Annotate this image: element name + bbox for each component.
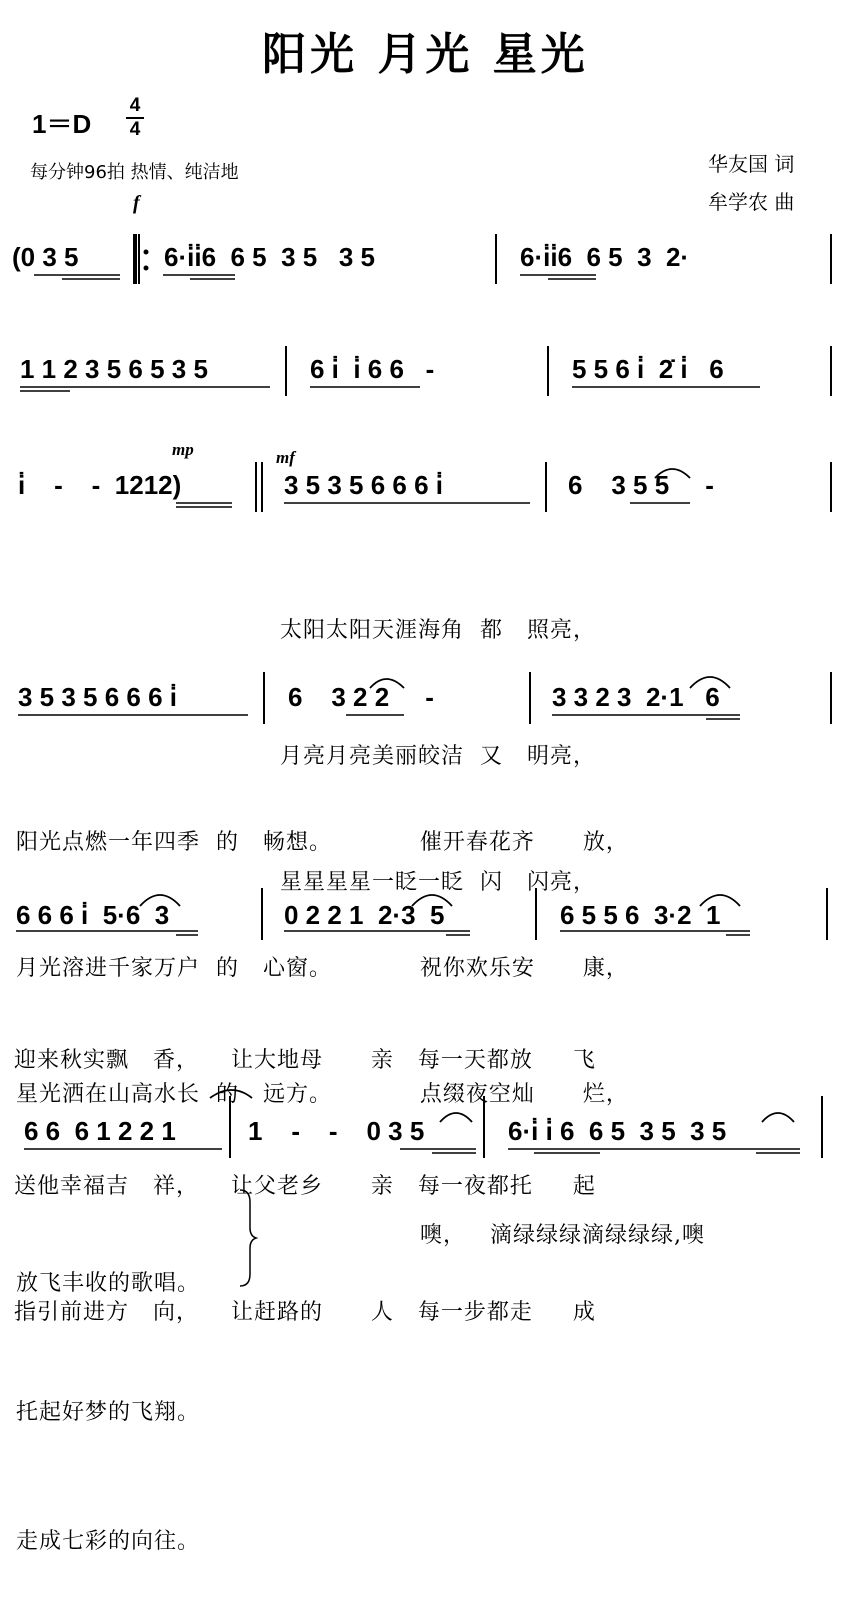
time-sig-top: 4 bbox=[129, 95, 141, 116]
time-signature bbox=[124, 95, 146, 141]
measure-15: 6 6 6 1 2 2 1 bbox=[24, 1116, 176, 1146]
measure-16: 1 - - 0 3 5 bbox=[248, 1116, 425, 1146]
lyric-verse-3: 星星星星一眨一眨 闪 闪亮， bbox=[280, 870, 596, 895]
row-1-barlines bbox=[0, 228, 851, 288]
measure-8: 6 3 5 5 - bbox=[568, 470, 714, 500]
measure-4: 6 i̇ i̇ 6 6 - bbox=[310, 354, 435, 384]
lyric-verse-3: 星光洒在山高水长 的 远方。 点缀夜空灿 烂， bbox=[16, 1082, 629, 1107]
measure-6: i̇ - - 1212) bbox=[18, 470, 182, 500]
lyric-verse-1: 迎来秋实飘 香， 让大地母 亲 每一天都放 飞 bbox=[14, 1048, 596, 1073]
score-row-2 bbox=[0, 342, 851, 402]
key-signature: 1＝D bbox=[32, 109, 92, 139]
dynamic-forte: f bbox=[133, 192, 140, 214]
verse-bracket bbox=[236, 1188, 260, 1288]
lyric-verse-1: 阳光点燃一年四季 的 畅想。 催开春花齐 放， bbox=[16, 830, 629, 855]
composer-credit: 牟学农 曲 bbox=[708, 190, 795, 214]
lyricist-credit: 华友国 词 bbox=[708, 152, 795, 176]
lyric-verse-1: 放飞丰收的歌唱。 bbox=[16, 1271, 201, 1296]
measure-1: 6·i̇i̇6 6 5 3 5 3 5 bbox=[164, 242, 376, 272]
measure-intro: (0 3 5 bbox=[12, 242, 79, 272]
measure-3: 1 1 2 3 5 6 5 3 5 bbox=[20, 354, 208, 384]
lyric-verse-3: 走成七彩的向往。 bbox=[16, 1529, 201, 1554]
dynamic-mezzo-forte: mf bbox=[276, 448, 295, 467]
lyric-verse-2: 月光溶进千家万户 的 心窗。 祝你欢乐安 康， bbox=[16, 956, 629, 981]
measure-5: 5 5 6 i̇ 2̇ i̇ 6 bbox=[572, 354, 724, 384]
measure-10: 6 3 2 2 - bbox=[288, 682, 434, 712]
measure-13: 0 2 2 1 2·3 5 bbox=[284, 900, 445, 930]
lyric-verse-2: 托起好梦的飞翔。 bbox=[16, 1400, 201, 1425]
score-row-4 bbox=[0, 670, 851, 730]
measure-11: 3 3 2 3 2·1 6 bbox=[552, 682, 720, 712]
measure-14: 6 5 5 6 3·2 1 bbox=[560, 900, 721, 930]
score-row-3 bbox=[0, 458, 851, 518]
measure-12: 6 6 6 i̇ 5·6 3 bbox=[16, 900, 170, 930]
lyrics-row-6-refrain: 噢， 滴绿绿绿滴绿绿绿,噢 bbox=[420, 1223, 705, 1248]
dynamic-mezzo-piano: mp bbox=[172, 440, 194, 459]
lyrics-row-6-verses bbox=[16, 1176, 200, 1606]
lyric-verse-1: 太阳太阳天涯海角 都 照亮， bbox=[280, 618, 596, 643]
measure-17: 6·i̇ i̇ 6 6 5 3 5 3 5 bbox=[508, 1116, 727, 1146]
lyric-verse-2: 月亮月亮美丽皎洁 又 明亮， bbox=[280, 744, 596, 769]
time-sig-bottom: 4 bbox=[129, 119, 141, 140]
lyric-verse-2: 送他幸福吉 祥， 让父老乡 亲 每一夜都托 起 bbox=[14, 1174, 596, 1199]
measure-2: 6·i̇i̇6 6 5 3 2· bbox=[520, 242, 690, 272]
measure-9: 3 5 3 5 6 6 6 i̇ bbox=[18, 682, 178, 712]
measure-7: 3 5 3 5 6 6 6 i̇ bbox=[284, 470, 444, 500]
score-row-1 bbox=[0, 228, 851, 288]
score-row-6 bbox=[0, 1104, 851, 1164]
song-title: 阳光 月光 星光 bbox=[262, 29, 589, 80]
lyric-verse-3: 指引前进方 向， 让赶路的 人 每一步都走 成 bbox=[14, 1300, 596, 1325]
score-row-5 bbox=[0, 886, 851, 946]
tempo-marking: 每分钟96拍 热情、纯洁地 bbox=[30, 162, 239, 183]
